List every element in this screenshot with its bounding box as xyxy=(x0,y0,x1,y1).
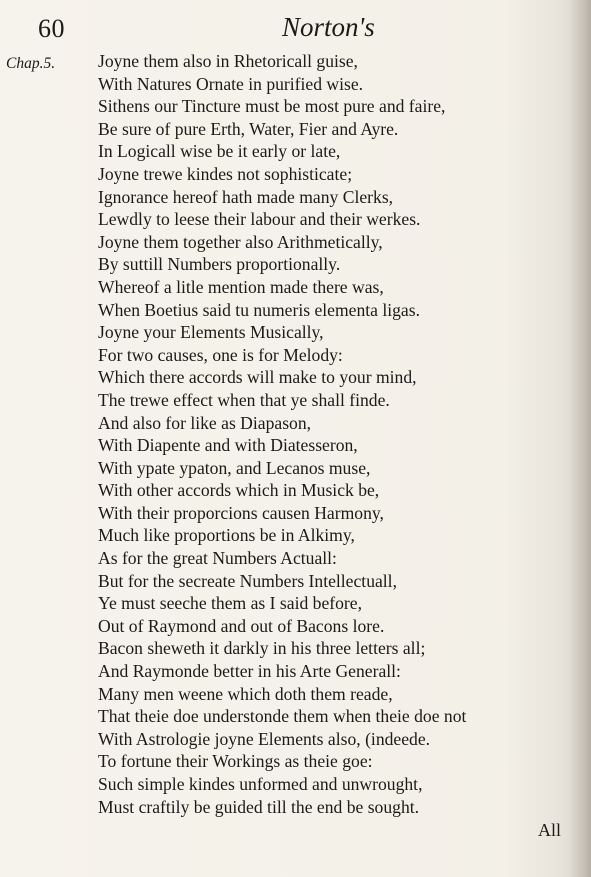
page-number: 60 xyxy=(38,14,65,43)
verse-line: With other accords which in Musick be, xyxy=(98,480,380,501)
verse-line: Many men weene which doth them reade, xyxy=(98,683,393,704)
verse-line: Lewdly to leese their labour and their werkes. xyxy=(98,209,421,230)
chapter-marginal-note: Chap.5. xyxy=(6,55,56,72)
verse-text xyxy=(98,50,466,818)
verse-line: Joyne them together also Arithmetically, xyxy=(98,231,383,252)
verse-line: That theie doe understonde them when theie doe not xyxy=(98,706,467,727)
verse-line: With ypate ypaton, and Lecanos muse, xyxy=(98,457,371,478)
verse-line: With Astrologie joyne Elements also, (indeede. xyxy=(98,728,431,749)
verse-line: And also for like as Diapason, xyxy=(98,412,312,433)
verse-line: Joyne trewe kindes not sophisticate; xyxy=(98,163,353,184)
verse-line: Much like proportions be in Alkimy, xyxy=(98,525,355,546)
verse-line: Joyne your Elements Musically, xyxy=(98,322,324,343)
verse-line: As for the great Numbers Actuall: xyxy=(98,548,337,569)
catchword: All xyxy=(538,820,562,840)
verse-line: Joyne them also in Rhetoricall guise, xyxy=(98,51,358,71)
verse-line: Must craftily be guided till the end be sought. xyxy=(98,796,420,817)
verse-line: For two causes, one is for Melody: xyxy=(98,344,343,365)
running-head: Norton's xyxy=(282,12,375,42)
page-gutter-shadow xyxy=(569,0,591,877)
verse-line: With their proporcions causen Harmony, xyxy=(98,502,384,523)
verse-line: In Logicall wise be it early or late, xyxy=(98,141,341,162)
verse-line: Ye must seeche them as I said before, xyxy=(98,593,363,614)
verse-line: Sithens our Tincture must be most pure and faire, xyxy=(98,96,446,117)
verse-line: Bacon sheweth it darkly in his three letters all; xyxy=(98,638,426,659)
verse-line: When Boetius said tu numeris elementa ligas. xyxy=(98,299,420,320)
verse-line: But for the secreate Numbers Intellectuall, xyxy=(98,570,397,591)
verse-line: With Natures Ornate in purified wise. xyxy=(98,73,364,94)
verse-line: By suttill Numbers proportionally. xyxy=(98,254,341,275)
verse-line: Such simple kindes unformed and unwrought, xyxy=(98,774,423,794)
verse-line: Which there accords will make to your mind, xyxy=(98,367,417,388)
verse-line: Be sure of pure Erth, Water, Fier and Ayre. xyxy=(98,118,399,139)
verse-line: And Raymonde better in his Arte Generall: xyxy=(98,661,401,682)
verse-line: The trewe effect when that ye shall finde. xyxy=(98,389,390,410)
verse-line: To fortune their Workings as theie goe: xyxy=(98,751,373,772)
verse-line: Out of Raymond and out of Bacons lore. xyxy=(98,615,385,636)
verse-line: Ignorance hereof hath made many Clerks, xyxy=(98,186,394,207)
verse-line: With Diapente and with Diatesseron, xyxy=(98,435,358,456)
verse-line: Whereof a litle mention made there was, xyxy=(98,276,384,297)
